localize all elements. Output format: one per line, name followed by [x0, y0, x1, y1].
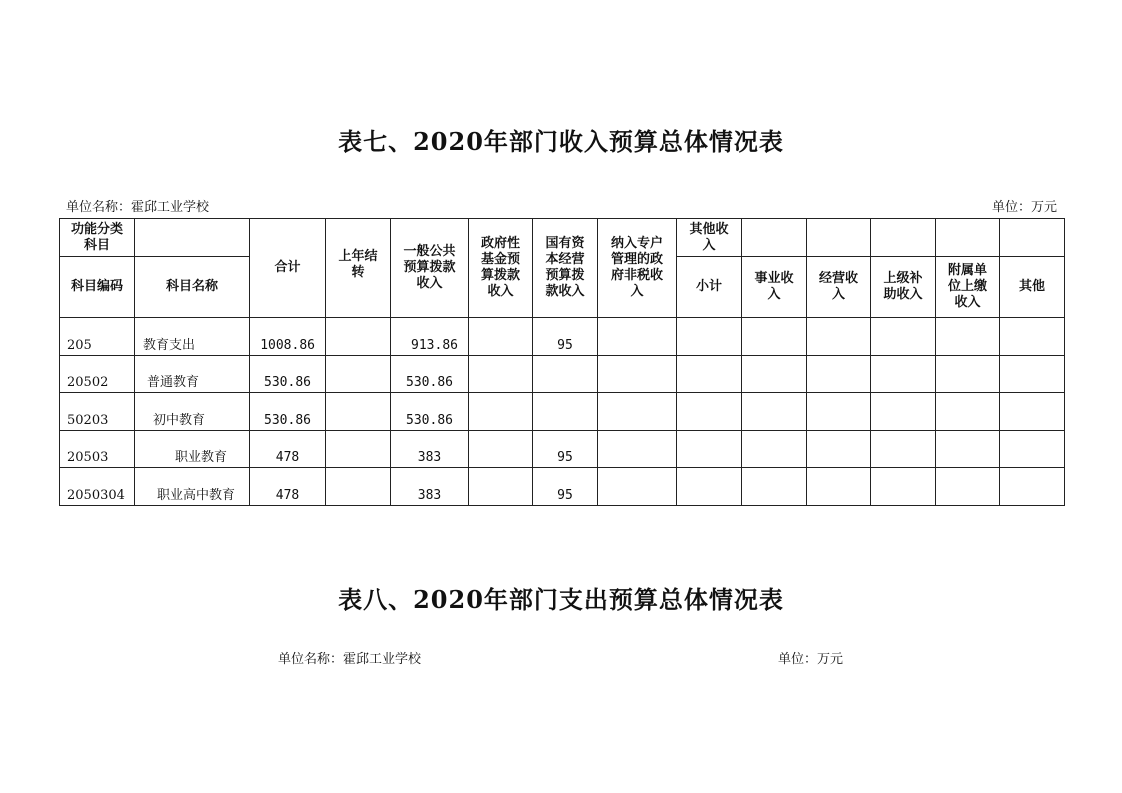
table8-unit-name: 单位名称：霍邱工业学校 [278, 652, 422, 667]
empty-cell [677, 318, 742, 356]
empty-cell [469, 393, 533, 431]
table8-unit: 单位：万元 [778, 652, 844, 667]
empty-cell [598, 431, 677, 468]
empty-cell [1000, 431, 1065, 468]
table-row [60, 393, 1065, 431]
table7-unit: 单位：万元 [991, 200, 1057, 215]
row-state-capital: 95 [533, 468, 598, 506]
row-total: 1008.86 [250, 318, 326, 356]
empty-cell [598, 468, 677, 506]
row-name: 普通教育 [135, 356, 250, 393]
row-name: 职业高中教育 [135, 468, 250, 506]
header-nontax: 纳入专户管理的政府非税收入 [598, 219, 677, 318]
empty-cell [742, 393, 807, 431]
header-carryover: 上年结转 [326, 219, 391, 318]
empty-cell [1000, 356, 1065, 393]
empty-cell [1000, 393, 1065, 431]
empty-cell [677, 356, 742, 393]
empty-cell [936, 468, 1000, 506]
row-total: 530.86 [250, 356, 326, 393]
empty-cell [326, 393, 391, 431]
row-total: 478 [250, 431, 326, 468]
empty-cell [677, 468, 742, 506]
row-code: 205 [60, 318, 135, 356]
table-row [60, 431, 1065, 468]
empty-cell [807, 393, 871, 431]
row-code: 20502 [60, 356, 135, 393]
header-operating-income: 经营收入 [807, 257, 871, 318]
header-code: 科目编码 [60, 257, 135, 318]
empty-cell [469, 468, 533, 506]
income-budget-table [59, 218, 1065, 506]
empty-cell [936, 356, 1000, 393]
empty-cell [936, 318, 1000, 356]
table-row [60, 356, 1065, 393]
header-function-class: 功能分类科目 [60, 219, 135, 257]
empty-cell [469, 356, 533, 393]
header-gov-fund: 政府性基金预算拨款收入 [469, 219, 533, 318]
empty-cell [807, 431, 871, 468]
empty-cell [807, 356, 871, 393]
row-general: 383 [391, 431, 469, 468]
empty-cell [871, 318, 936, 356]
empty-cell [936, 431, 1000, 468]
row-code: 50203 [60, 393, 135, 431]
header-blank [1000, 219, 1065, 257]
empty-cell [326, 431, 391, 468]
row-state-capital: 95 [533, 318, 598, 356]
empty-cell [598, 318, 677, 356]
empty-cell [742, 431, 807, 468]
row-state-capital: 95 [533, 431, 598, 468]
header-other-income: 其他收入 [677, 219, 742, 257]
table-row [60, 468, 1065, 506]
row-general: 913.86 [391, 318, 469, 356]
row-code: 20503 [60, 431, 135, 468]
empty-cell [326, 356, 391, 393]
row-name: 职业教育 [135, 431, 250, 468]
empty-cell [742, 318, 807, 356]
empty-cell [742, 468, 807, 506]
empty-cell [1000, 468, 1065, 506]
header-blank [936, 219, 1000, 257]
empty-cell [677, 431, 742, 468]
row-name: 初中教育 [135, 393, 250, 431]
row-state-capital [533, 393, 598, 431]
header-superior-subsidy: 上级补助收入 [871, 257, 936, 318]
row-total: 530.86 [250, 393, 326, 431]
empty-cell [469, 318, 533, 356]
empty-cell [677, 393, 742, 431]
header-affiliated-income: 附属单位上缴收入 [936, 257, 1000, 318]
empty-cell [807, 468, 871, 506]
header-blank [742, 219, 807, 257]
header-blank [871, 219, 936, 257]
table7-title: 表七、2020年部门收入预算总体情况表 [338, 127, 784, 156]
row-general: 530.86 [391, 393, 469, 431]
empty-cell [598, 356, 677, 393]
empty-cell [1000, 318, 1065, 356]
empty-cell [742, 356, 807, 393]
empty-cell [469, 431, 533, 468]
header-other: 其他 [1000, 257, 1065, 318]
table7-unit-name: 单位名称：霍邱工业学校 [66, 200, 210, 215]
header-business-income: 事业收入 [742, 257, 807, 318]
empty-cell [598, 393, 677, 431]
empty-cell [871, 431, 936, 468]
header-state-capital: 国有资本经营预算拨款收入 [533, 219, 598, 318]
header-total: 合计 [250, 219, 326, 318]
row-code: 2050304 [60, 468, 135, 506]
empty-cell [871, 393, 936, 431]
table8-title: 表八、2020年部门支出预算总体情况表 [338, 585, 784, 614]
header-blank [807, 219, 871, 257]
header-general-budget: 一般公共预算拨款收入 [391, 219, 469, 318]
row-total: 478 [250, 468, 326, 506]
header-blank [135, 219, 250, 257]
table-row [60, 318, 1065, 356]
empty-cell [936, 393, 1000, 431]
row-general: 530.86 [391, 356, 469, 393]
header-name: 科目名称 [135, 257, 250, 318]
empty-cell [807, 318, 871, 356]
header-subtotal: 小计 [677, 257, 742, 318]
empty-cell [326, 318, 391, 356]
empty-cell [871, 356, 936, 393]
row-name: 教育支出 [135, 318, 250, 356]
empty-cell [871, 468, 936, 506]
row-general: 383 [391, 468, 469, 506]
empty-cell [326, 468, 391, 506]
row-state-capital [533, 356, 598, 393]
